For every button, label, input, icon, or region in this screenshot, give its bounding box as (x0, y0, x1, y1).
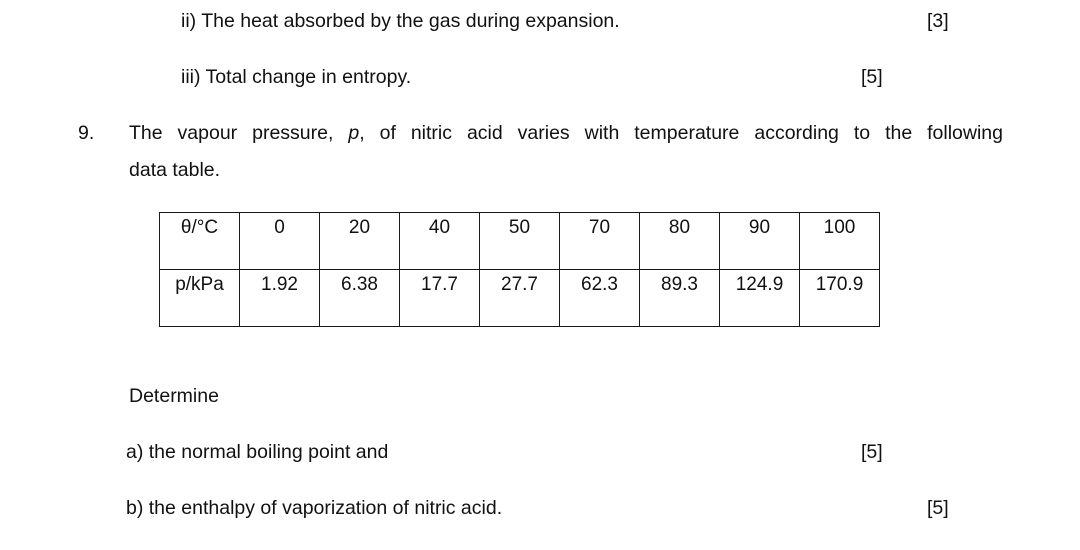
question-part-iii-marks: [5] (861, 66, 883, 88)
part-b-marks: [5] (927, 497, 949, 519)
temperature-cell: 0 (240, 213, 320, 270)
part-a-text: a) the normal boiling point and (126, 441, 389, 463)
temperature-cell: 50 (480, 213, 560, 270)
vapour-pressure-table (159, 212, 880, 327)
determine-heading: Determine (129, 385, 219, 407)
pressure-cell: 89.3 (640, 270, 720, 327)
question-text-line-2: data table. (129, 159, 221, 181)
temperature-cell: 80 (640, 213, 720, 270)
pressure-row (160, 270, 880, 327)
temperature-cell: 20 (320, 213, 400, 270)
part-a-marks: [5] (861, 441, 883, 463)
pressure-cell: 124.9 (720, 270, 800, 327)
pressure-cell: 170.9 (800, 270, 880, 327)
temperature-cell: 70 (560, 213, 640, 270)
temperature-cell: 40 (400, 213, 480, 270)
pressure-cell: 6.38 (320, 270, 400, 327)
question-part-iii-text: iii) Total change in entropy. (181, 66, 412, 88)
question-part-ii-marks: [3] (927, 10, 949, 32)
pressure-cell: 17.7 (400, 270, 480, 327)
part-b-text: b) the enthalpy of vaporization of nitric acid. (126, 497, 503, 519)
question-number: 9. (78, 122, 95, 144)
pressure-variable: p (348, 122, 360, 144)
question-text-before-variable: The vapour pressure, (129, 122, 349, 144)
question-text-after-variable: , of nitric acid varies with temperature according to the following (359, 122, 1003, 144)
pressure-row-header: p/kPa (160, 270, 240, 327)
question-part-ii-text: ii) The heat absorbed by the gas during expansion. (181, 10, 620, 32)
pressure-cell: 1.92 (240, 270, 320, 327)
temperature-cell: 90 (720, 213, 800, 270)
temperature-cell: 100 (800, 213, 880, 270)
temperature-row-header: θ/°C (160, 213, 240, 270)
pressure-cell: 62.3 (560, 270, 640, 327)
question-text-line-1 (129, 122, 1003, 145)
pressure-cell: 27.7 (480, 270, 560, 327)
temperature-row (160, 213, 880, 270)
